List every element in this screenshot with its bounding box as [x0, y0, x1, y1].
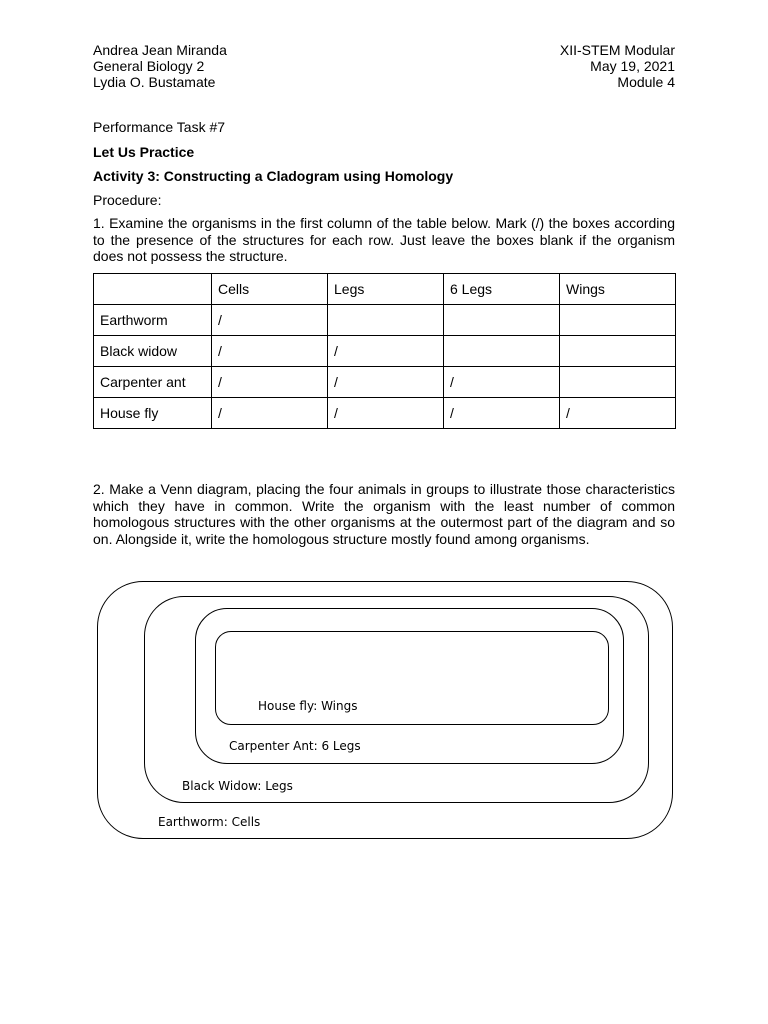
section-title: Let Us Practice	[93, 144, 195, 160]
section-name: XII-STEM Modular	[559, 42, 675, 58]
venn-label-house-fly: House fly: Wings	[258, 699, 358, 713]
table-cell: Earthworm	[94, 305, 212, 336]
table-cell: House fly	[94, 398, 212, 429]
table-header-cell: 6 Legs	[444, 274, 560, 305]
table-cell: /	[444, 398, 560, 429]
activity-title: Activity 3: Constructing a Cladogram using Homology	[93, 168, 454, 184]
table-cell: /	[212, 367, 328, 398]
table-cell: /	[444, 367, 560, 398]
step-1-instructions: 1. Examine the organisms in the first column of the table below. Mark (/) the boxes according to the presence of the structures for each row. Just leave the boxes blank if the organism does not possess the structure.	[93, 215, 675, 264]
table-cell: /	[560, 398, 676, 429]
module-number: Module 4	[617, 74, 675, 90]
table-header-cell: Legs	[328, 274, 444, 305]
table-cell: /	[212, 398, 328, 429]
student-name: Andrea Jean Miranda	[93, 42, 227, 58]
table-row	[94, 367, 676, 398]
table-cell: Carpenter ant	[94, 367, 212, 398]
document-date: May 19, 2021	[590, 58, 675, 74]
table-cell: /	[328, 336, 444, 367]
procedure-label: Procedure:	[93, 192, 162, 208]
subject-name: General Biology 2	[93, 58, 205, 74]
table-cell	[560, 305, 676, 336]
table-header-cell	[94, 274, 212, 305]
header-left	[93, 42, 227, 90]
table-row	[94, 398, 676, 429]
venn-label-carpenter-ant: Carpenter Ant: 6 Legs	[229, 739, 361, 753]
header-right	[560, 42, 675, 90]
table-cell	[560, 367, 676, 398]
table-cell	[328, 305, 444, 336]
venn-label-earthworm: Earthworm: Cells	[158, 815, 261, 829]
table-row	[94, 305, 676, 336]
table-cell: /	[212, 305, 328, 336]
table-cell	[444, 305, 560, 336]
table-row	[94, 336, 676, 367]
step-2-instructions: 2. Make a Venn diagram, placing the four animals in groups to illustrate those characteristics which they have in common. Write the organism with the least number of common homologous structures with the other organisms at the outermost part of the diagram and so on. Alongside it, write the homologous structure mostly found among organisms.	[93, 481, 675, 547]
table-cell	[444, 336, 560, 367]
table-cell	[560, 336, 676, 367]
teacher-name: Lydia O. Bustamate	[93, 74, 216, 90]
table-header-cell: Cells	[212, 274, 328, 305]
homology-table	[93, 273, 676, 429]
table-cell: Black widow	[94, 336, 212, 367]
table-header-cell: Wings	[560, 274, 676, 305]
table-cell: /	[212, 336, 328, 367]
task-title: Performance Task #7	[93, 119, 226, 135]
table-cell: /	[328, 367, 444, 398]
table-header-row	[94, 274, 676, 305]
venn-label-black-widow: Black Widow: Legs	[182, 779, 293, 793]
table-cell: /	[328, 398, 444, 429]
